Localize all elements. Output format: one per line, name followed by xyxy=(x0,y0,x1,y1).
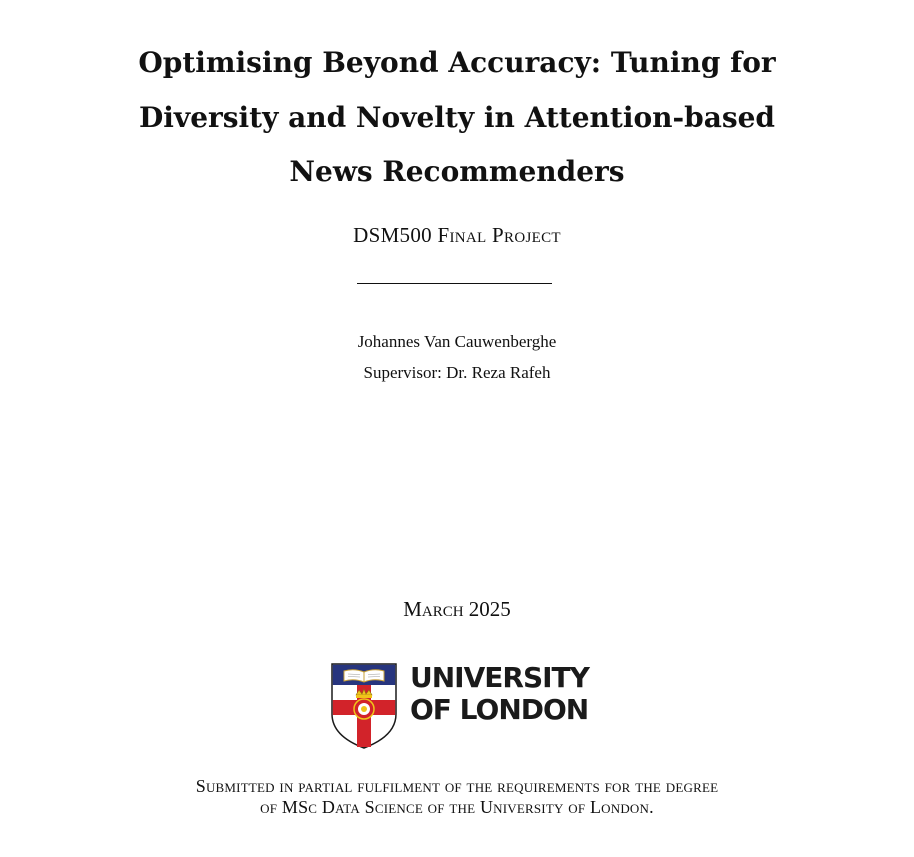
wordmark-line-1: UNIVERSITY xyxy=(410,661,589,694)
title-line-3: News Recommenders xyxy=(289,155,625,188)
wordmark-line-2: OF LONDON xyxy=(410,693,589,726)
supervisor-name: Supervisor: Dr. Reza Rafeh xyxy=(363,363,551,382)
submission-statement xyxy=(0,776,914,818)
author-name: Johannes Van Cauwenberghe xyxy=(357,332,557,351)
divider-rule xyxy=(357,283,552,284)
document-title xyxy=(0,36,914,200)
title-line-2: Diversity and Novelty in Attention-based xyxy=(139,100,775,134)
university-wordmark xyxy=(410,662,589,726)
project-subtitle: DSM500 Final Project xyxy=(353,223,561,247)
submission-statement-line-1: Submitted in partial fulfilment of the requirements for the degree xyxy=(195,776,719,796)
university-logo xyxy=(330,662,592,750)
submission-date: March 2025 xyxy=(403,597,511,621)
title-line-1: Optimising Beyond Accuracy: Tuning for xyxy=(138,46,776,79)
university-crest-icon xyxy=(330,662,398,750)
submission-statement-line-2: of MSc Data Science of the University of London. xyxy=(260,797,654,817)
